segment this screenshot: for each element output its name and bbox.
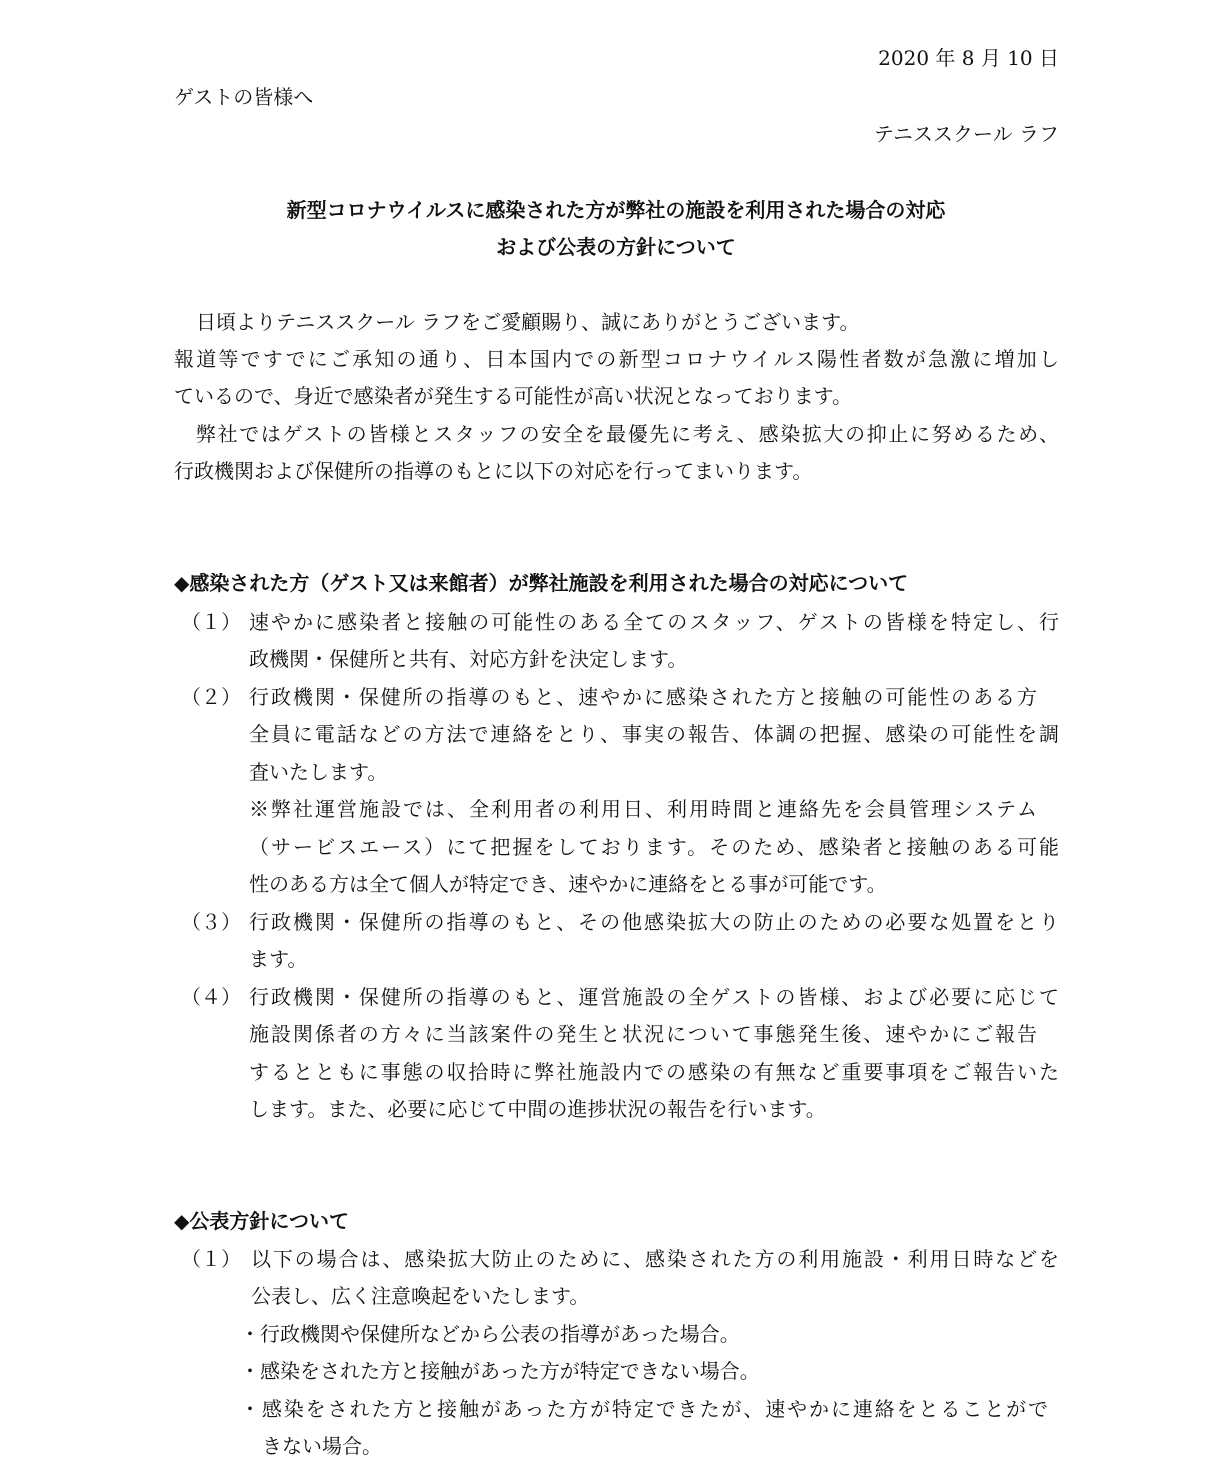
section-heading-response: ◆感染された方（ゲスト又は来館者）が弊社施設を利用された場合の対応について bbox=[174, 571, 909, 595]
item-number: （３） bbox=[181, 910, 241, 934]
document-title-line-1: 新型コロナウイルスに感染された方が弊社の施設を利用された場合の対応 bbox=[286, 198, 946, 222]
item-number: （１） bbox=[181, 610, 241, 634]
item-line: するとともに事態の収拾時に弊社施設内での感染の有無など重要事項をご報告いた bbox=[249, 1060, 1059, 1084]
item-line: 政機関・保健所と共有、対応方針を決定します。 bbox=[249, 647, 688, 671]
intro-line: 行政機関および保健所の指導のもとに以下の対応を行ってまいります。 bbox=[174, 459, 813, 483]
item-line: （サービスエース）にて把握をしております。そのため、感染者と接触のある可能 bbox=[249, 835, 1059, 859]
item-line: します。また、必要に応じて中間の進捗状況の報告を行います。 bbox=[249, 1097, 826, 1121]
bullet-item-continuation: きない場合。 bbox=[262, 1434, 382, 1458]
item-line: 行政機関・保健所の指導のもと、その他感染拡大の防止のための必要な処置をとり bbox=[249, 910, 1059, 934]
item-line: 行政機関・保健所の指導のもと、運営施設の全ゲストの皆様、および必要に応じて bbox=[249, 985, 1059, 1009]
item-line: 性のある方は全て個人が特定でき、速やかに連絡をとる事が可能です。 bbox=[249, 872, 887, 896]
bullet-item: ・感染をされた方と接触があった方が特定できたが、速やかに連絡をとることがで bbox=[240, 1397, 1048, 1421]
item-line: 査いたします。 bbox=[249, 760, 388, 784]
addressee: ゲストの皆様へ bbox=[174, 85, 314, 109]
intro-line: 弊社ではゲストの皆様とスタッフの安全を最優先に考え、感染拡大の抑止に努めるため、 bbox=[196, 422, 1059, 446]
item-line: 公表し、広く注意喚起をいたします。 bbox=[251, 1284, 590, 1308]
intro-line: 報道等ですでにご承知の通り、日本国内での新型コロナウイルス陽性者数が急激に増加し bbox=[174, 347, 1059, 371]
item-line: 速やかに感染者と接触の可能性のある全てのスタッフ、ゲストの皆様を特定し、行 bbox=[249, 610, 1059, 634]
sender-name: テニススクール ラフ bbox=[873, 122, 1059, 146]
item-line: 施設関係者の方々に当該案件の発生と状況について事態発生後、速やかにご報告 bbox=[249, 1022, 1037, 1046]
section-heading-disclosure: ◆公表方針について bbox=[174, 1209, 349, 1233]
item-number: （２） bbox=[181, 685, 241, 709]
item-line: 以下の場合は、感染拡大防止のために、感染された方の利用施設・利用日時などを bbox=[251, 1247, 1059, 1271]
document-date: 2020 年 8 月 10 日 bbox=[878, 46, 1059, 70]
document-title-line-2: および公表の方針について bbox=[496, 235, 736, 259]
bullet-item: ・感染をされた方と接触があった方が特定できない場合。 bbox=[240, 1359, 760, 1383]
item-number: （１） bbox=[181, 1247, 241, 1271]
intro-line: ているので、身近で感染者が発生する可能性が高い状況となっております。 bbox=[174, 384, 852, 408]
item-line: 行政機関・保健所の指導のもと、速やかに感染された方と接触の可能性のある方 bbox=[249, 685, 1037, 709]
item-number: （４） bbox=[181, 985, 241, 1009]
item-line: ※弊社運営施設では、全利用者の利用日、利用時間と連絡先を会員管理システム bbox=[249, 797, 1037, 821]
intro-line: 日頃よりテニススクール ラフをご愛顧賜り、誠にありがとうございます。 bbox=[196, 310, 860, 334]
item-line: ます。 bbox=[249, 947, 308, 971]
bullet-item: ・行政機関や保健所などから公表の指導があった場合。 bbox=[240, 1322, 740, 1346]
item-line: 全員に電話などの方法で連絡をとり、事実の報告、体調の把握、感染の可能性を調 bbox=[249, 722, 1059, 746]
